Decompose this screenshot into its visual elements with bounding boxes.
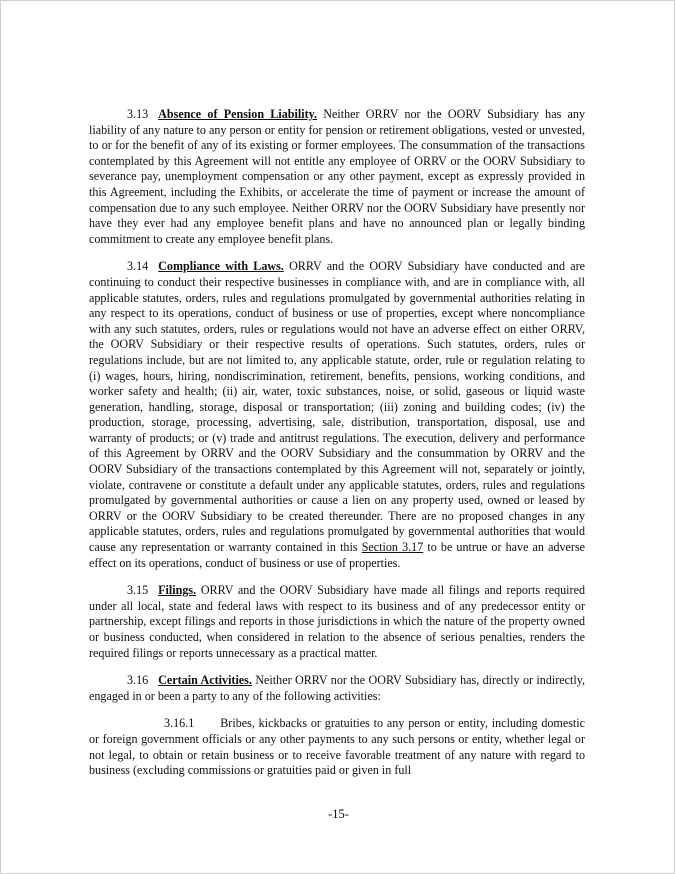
section-heading: Compliance with Laws. bbox=[158, 259, 284, 274]
section-number: 3.14 bbox=[127, 259, 149, 274]
section-3-15 bbox=[89, 583, 585, 661]
section-heading: Certain Activities. bbox=[158, 673, 252, 688]
section-heading: Filings. bbox=[158, 583, 197, 598]
subsection-text: Bribes, kickbacks or gratuities to any person or entity, including domestic or foreign government officials or any other payments to any such persons or entity, whether legal or not legal, to obtain or retain business or to receive favorable treatment of any nature with regard to business (excluding commissions or gratuities paid or given in full bbox=[89, 716, 585, 778]
subsection-3-16-1 bbox=[89, 716, 585, 778]
section-number: 3.15 bbox=[127, 583, 149, 598]
section-reference-link[interactable]: Section 3.17 bbox=[361, 540, 424, 555]
section-3-13 bbox=[89, 107, 585, 247]
subsection-number: 3.16.1 bbox=[164, 716, 195, 731]
section-text: ORRV and the OORV Subsidiary have conducted and are continuing to conduct their respective businesses in compliance with, and are in compliance with, all applicable statutes, orders, rules and regulations promulgated by governmental authorities relating in any respect to its operations, conduct of business or use of properties, except where noncompliance with any such statutes, orders, rules or regulations would not have an adverse effect on either ORRV, the OORV Subsidiary or their respective results of operations. Such statutes, orders, rules or regulations include, but are not limited to, any applicable statute, order, rule or regulation relating to (i) wages, hours, hiring, nondiscrimination, retirement, benefits, pensions, working conditions, and worker safety and health; (ii) air, water, toxic substances, noise, or solid, gaseous or liquid waste generation, handling, storage, disposal or transportation; (iii) zoning and building codes; (iv) the production, storage, processing, advertising, sale, distribution, transportation, disposal, use and warranty of products; or (v) trade and antitrust regulations. The execution, delivery and performance of this Agreement by ORRV and the OORV Subsidiary and the consummation by ORRV and the OORV Subsidiary of the transactions contemplated by this Agreement will not, separately or jointly, violate, contravene or constitute a default under any applicable statutes, orders, rules and regulations promulgated by governmental authorities or cause a lien on any property used, owned or leased by ORRV or the OORV Subsidiary to be created thereunder. There are no proposed changes in any applicable statutes, orders, rules and regulations promulgated by governmental authorities that would cause any representation or warranty contained in this bbox=[89, 259, 585, 555]
document-body bbox=[89, 107, 585, 791]
section-heading: Absence of Pension Liability. bbox=[158, 107, 318, 121]
section-text: ORRV and the OORV Subsidiary have made all filings and reports required under all local, state and federal laws with respect to its business and of any predecessor entity or partnership, except filings and reports in those jurisdictions in which the nature of the property owned or business conducted, when considered in relation to the absence of serious penalties, renders the required filings or reports unnecessary as a practical matter. bbox=[89, 583, 585, 660]
section-3-14 bbox=[89, 259, 585, 571]
section-text-continued: to be untrue or have an adverse effect on its operations, conduct of business or use of properties. bbox=[89, 540, 586, 570]
section-3-16 bbox=[89, 673, 585, 704]
section-text: Neither ORRV nor the OORV Subsidiary has, directly or indirectly, engaged in or been a party to any of the following activities: bbox=[89, 673, 585, 703]
section-number: 3.13 bbox=[127, 107, 149, 121]
section-number: 3.16 bbox=[127, 673, 149, 688]
page-number: -15- bbox=[328, 807, 349, 821]
section-text: Neither ORRV nor the OORV Subsidiary has any liability of any nature to any person or entity for pension or retirement obligations, vested or unvested, to or for the benefit of any of its existing or former employees. The consummation of the transactions contemplated by this Agreement will not entitle any employee of ORRV or the OORV Subsidiary to severance pay, unemployment compensation or any other payment, except as expressly provided in this Agreement, including the Exhibits, or accelerate the time of payment or increase the amount of compensation due to any such employee. Neither ORRV nor the OORV Subsidiary have presently nor have they ever had any employee benefit plans and have no announced plan or legally binding commitment to create any employee benefit plans. bbox=[89, 107, 585, 246]
